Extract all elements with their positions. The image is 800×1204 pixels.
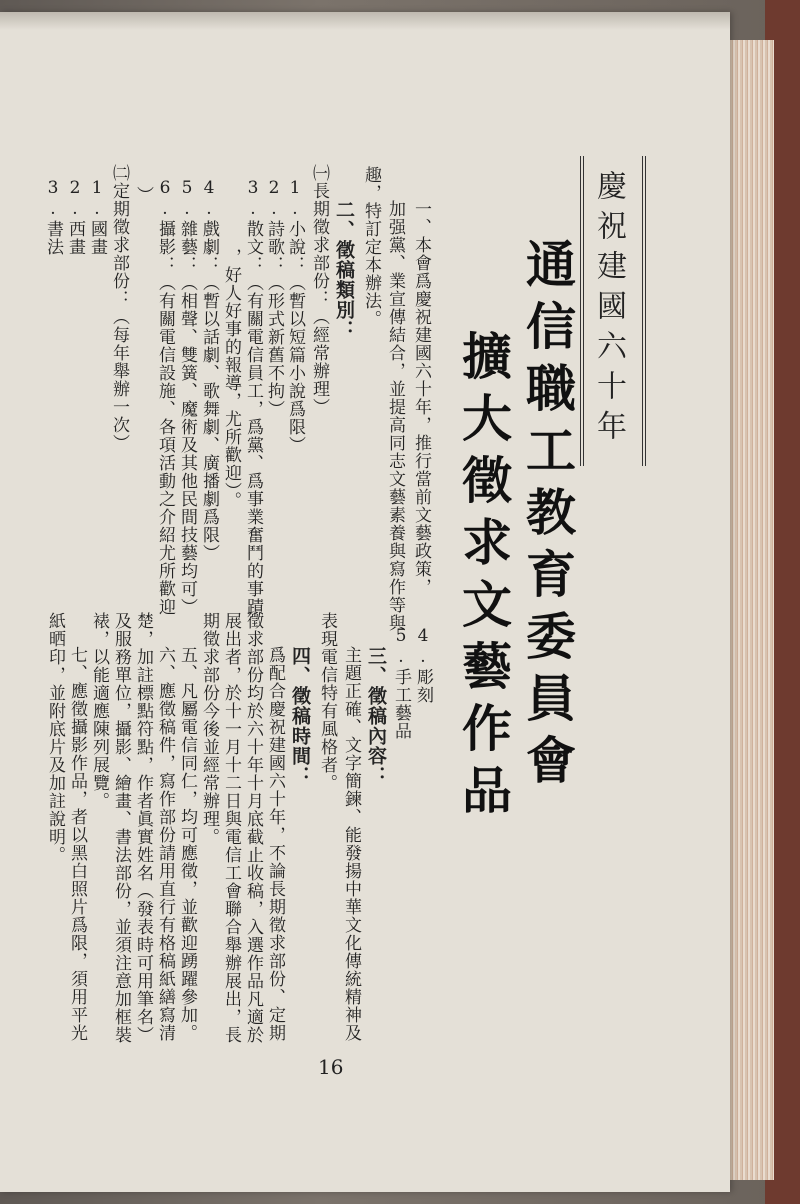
- sec3-line-2: 表現電信特有風格者。: [317, 612, 337, 792]
- title-line-2: 擴大徵求文藝作品: [454, 330, 512, 826]
- sec6-line-1: 六、應徵稿件，寫作部份請用直行有格稿紙繕寫清: [155, 646, 175, 1042]
- sec3-line-1: 主題正確、文字簡鍊、能發揚中華文化傳統精神及: [341, 646, 361, 1042]
- sec2-periodic-2: 2.西畫: [65, 178, 85, 256]
- sec2-item-4: 4.戲劇：（暫以話劇、歌舞劇、廣播劇爲限）: [199, 178, 219, 562]
- sec1-line-2: 加强黨、業宣傳結合，並提高同志文藝素養與寫作等與: [385, 200, 405, 632]
- sec2-item-6a: 6.攝影：（有關電信設施、各項活動之介紹尤所歡迎: [155, 178, 175, 616]
- sec4-line-4: 期徵求部份今後並經常辦理。: [199, 612, 219, 846]
- sec2-item-1: 1.小說：（暫以短篇小說爲限）: [285, 178, 305, 454]
- sec2-heading: 二、徵稿類別：: [333, 200, 355, 340]
- sec2-periodic-5: 5.手工藝品: [391, 626, 411, 740]
- page-number: 16: [318, 1055, 344, 1079]
- sec2-periodic: ㈡定期徵求部份：（每年舉辦一次）: [109, 164, 129, 452]
- sec4-line-2: 徵求部份均於六十年十月底截止收稿，入選作品凡適於: [243, 612, 263, 1044]
- sec2-periodic-4: 4.彫刻: [413, 626, 433, 704]
- sec2-periodic-3: 3.書法: [43, 178, 63, 256]
- sec6-line-2: 楚，加註標點符點，作者眞實姓名（發表時可用筆名）: [133, 612, 153, 1044]
- sec2-item-2: 2.詩歌：（形式新舊不拘）: [264, 178, 284, 418]
- sec2-long-term: ㈠長期徵求部份：（經常辦理）: [309, 164, 329, 416]
- sec4-line-3: 展出者，於十一月十二日與電信工會聯合舉辦展出，長: [221, 612, 241, 1044]
- sec6-line-4: 裱，以能適應陳列展覽。: [89, 612, 109, 810]
- sec7-line-2: 紙晒印，並附底片及加註說明。: [45, 612, 65, 864]
- sec2-item-3b: ，好人好事的報導，尤所歡迎）。: [221, 248, 241, 510]
- sec7-line-1: 七、應徵攝影作品，者以黑白照片爲限，須用平光: [67, 646, 87, 1042]
- title-line-1: 通信職工教育委員會: [518, 238, 576, 796]
- sec4-line-1: 爲配合慶祝建國六十年，不論長期徵求部份、定期: [265, 646, 285, 1042]
- sec1-line-3: 趣，特訂定本辦法。: [361, 166, 381, 328]
- sec6-line-3: 及服務單位，攝影、繪畫、書法部份，並須注意加框裝: [111, 612, 131, 1044]
- sec2-item-3a: 3.散文：（有關電信員工，爲黨、爲事業奮鬥的事蹟: [243, 178, 263, 616]
- banner-text: 慶祝建國六十年: [591, 170, 626, 450]
- sec2-item-6b: ）: [133, 186, 153, 204]
- sec5-line-1: 五、凡屬電信同仁，均可應徵，並歡迎踴躍參加。: [177, 646, 197, 1042]
- page-shadow: [0, 12, 730, 30]
- sec2-periodic-1: 1.國畫: [87, 178, 107, 256]
- sec4-heading: 四、徵稿時間：: [289, 646, 311, 786]
- sec2-item-5: 5.雜藝：（相聲、雙簧、魔術及其他民間技藝均可）: [177, 178, 197, 616]
- sec3-heading: 三、徵稿內容：: [365, 646, 387, 786]
- sec1-line-1: 一、本會爲慶祝建國六十年，推行當前文藝政策，: [411, 200, 431, 596]
